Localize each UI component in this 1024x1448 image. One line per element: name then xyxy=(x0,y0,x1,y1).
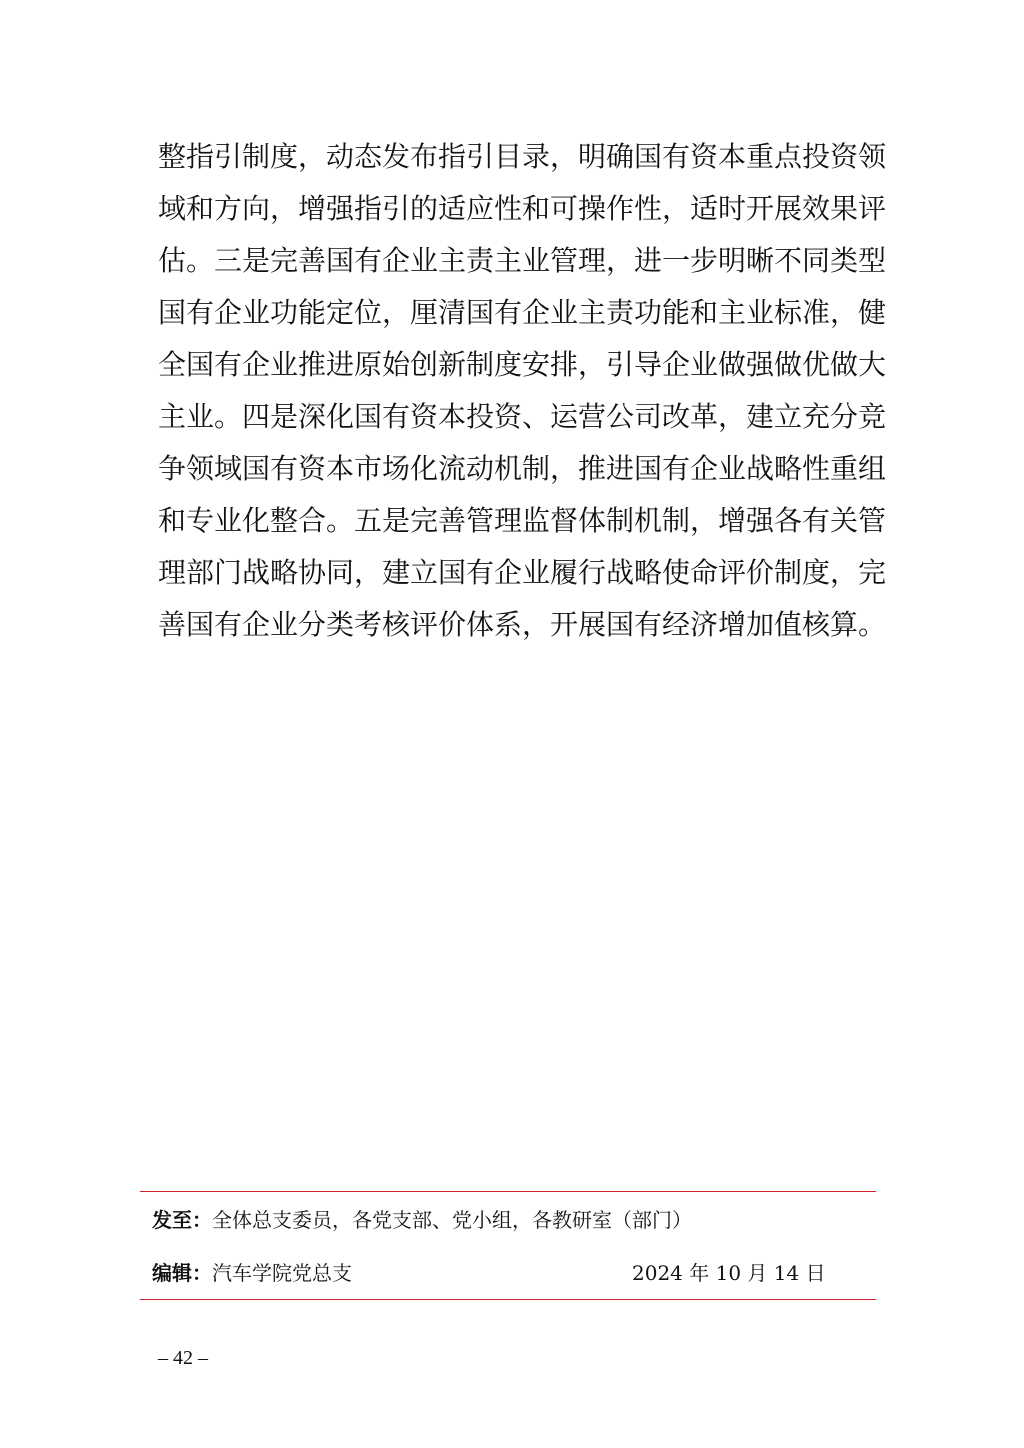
page-number: – 42 – xyxy=(158,1347,208,1369)
body-line: 国有企业功能定位，厘清国有企业主责功能和主业标准，健 xyxy=(158,296,887,329)
body-line: 主业。四是深化国有资本投资、运营公司改革，建立充分竞 xyxy=(158,400,887,433)
body-text xyxy=(158,131,887,651)
footer-bottom-rule xyxy=(140,1299,876,1300)
footer-top-rule xyxy=(140,1191,876,1192)
body-line: 估。三是完善国有企业主责主业管理，进一步明晰不同类型 xyxy=(158,244,887,277)
body-line: 理部门战略协同，建立国有企业履行战略使命评价制度，完 xyxy=(158,556,887,589)
body-line: 争领域国有资本市场化流动机制，推进国有企业战略性重组 xyxy=(158,452,887,485)
issue-date: 2024 年 10 月 14 日 xyxy=(632,1261,826,1285)
body-line: 整指引制度，动态发布指引目录，明确国有资本重点投资领 xyxy=(158,140,887,173)
editor-label: 编辑： xyxy=(152,1261,212,1285)
editor-value: 汽车学院党总支 xyxy=(212,1261,352,1285)
body-line: 和专业化整合。五是完善管理监督体制机制，增强各有关管 xyxy=(158,504,887,537)
body-line: 善国有企业分类考核评价体系，开展国有经济增加值核算。 xyxy=(158,608,887,641)
editor-line xyxy=(152,1258,352,1288)
body-line: 域和方向，增强指引的适应性和可操作性，适时开展效果评 xyxy=(158,192,887,225)
body-line: 全国有企业推进原始创新制度安排，引导企业做强做优做大 xyxy=(158,348,887,381)
distribution-value: 全体总支委员，各党支部、党小组，各教研室（部门） xyxy=(212,1208,692,1232)
distribution-line xyxy=(152,1205,692,1235)
distribution-label: 发至： xyxy=(152,1208,212,1232)
